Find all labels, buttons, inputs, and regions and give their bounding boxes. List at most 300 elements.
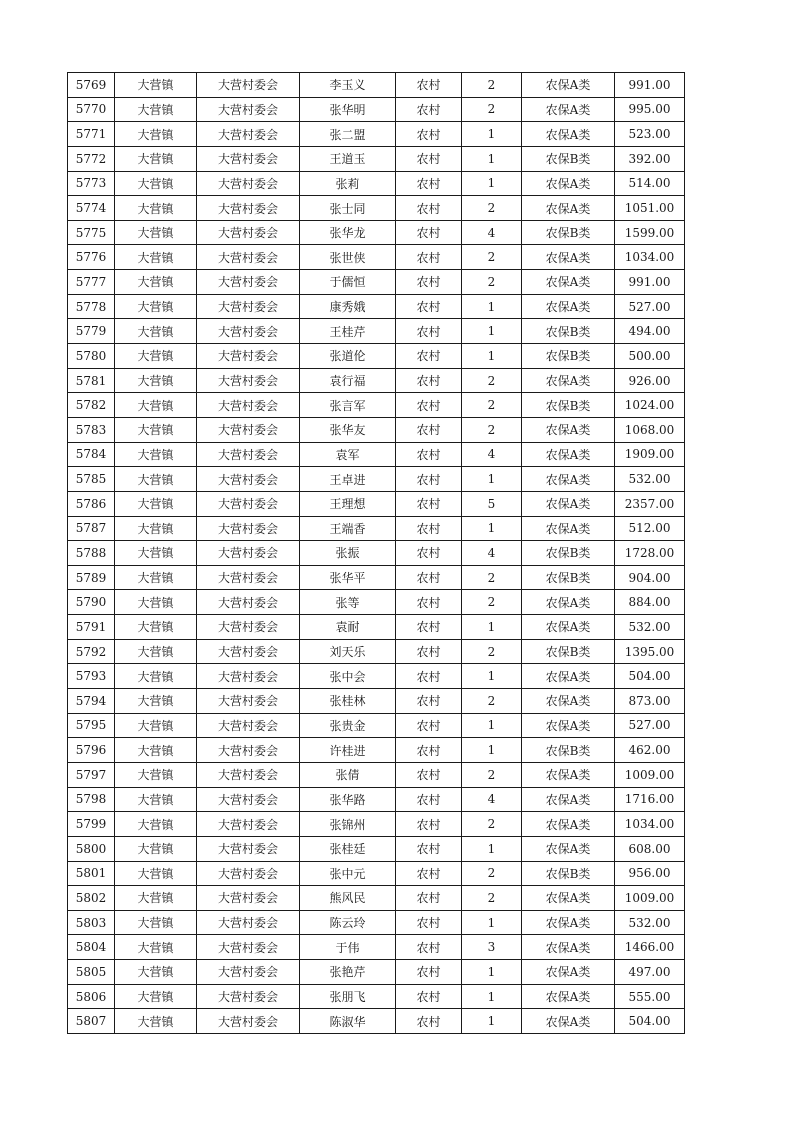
cell-village-committee: 大营村委会 [197, 861, 300, 886]
cell-town: 大营镇 [115, 886, 197, 911]
cell-household-size: 1 [462, 960, 522, 985]
cell-person-name: 王卓进 [300, 467, 396, 492]
cell-household-size: 1 [462, 910, 522, 935]
cell-record-number: 5795 [68, 713, 115, 738]
table-row [68, 615, 685, 640]
cell-insurance-category: 农保B类 [522, 861, 615, 886]
cell-village-committee: 大营村委会 [197, 1009, 300, 1034]
cell-insurance-category: 农保A类 [522, 984, 615, 1009]
table-row [68, 689, 685, 714]
cell-person-name: 张世侠 [300, 245, 396, 270]
cell-insurance-category: 农保A类 [522, 171, 615, 196]
cell-record-number: 5790 [68, 590, 115, 615]
cell-record-number: 5798 [68, 787, 115, 812]
cell-insurance-category: 农保A类 [522, 516, 615, 541]
cell-amount: 1909.00 [615, 442, 685, 467]
cell-record-number: 5799 [68, 812, 115, 837]
cell-household-size: 4 [462, 787, 522, 812]
cell-insurance-category: 农保B类 [522, 639, 615, 664]
cell-town: 大营镇 [115, 368, 197, 393]
cell-record-number: 5794 [68, 689, 115, 714]
cell-town: 大营镇 [115, 146, 197, 171]
cell-person-name: 王理想 [300, 491, 396, 516]
cell-household-size: 1 [462, 615, 522, 640]
cell-area-type: 农村 [396, 689, 462, 714]
cell-village-committee: 大营村委会 [197, 122, 300, 147]
cell-area-type: 农村 [396, 984, 462, 1009]
cell-amount: 1599.00 [615, 220, 685, 245]
cell-village-committee: 大营村委会 [197, 615, 300, 640]
cell-area-type: 农村 [396, 319, 462, 344]
cell-town: 大营镇 [115, 516, 197, 541]
cell-amount: 1395.00 [615, 639, 685, 664]
cell-town: 大营镇 [115, 935, 197, 960]
cell-town: 大营镇 [115, 984, 197, 1009]
table-row [68, 196, 685, 221]
cell-insurance-category: 农保A类 [522, 689, 615, 714]
cell-town: 大营镇 [115, 220, 197, 245]
cell-record-number: 5785 [68, 467, 115, 492]
cell-town: 大营镇 [115, 171, 197, 196]
cell-town: 大营镇 [115, 910, 197, 935]
cell-insurance-category: 农保A类 [522, 762, 615, 787]
cell-amount: 1466.00 [615, 935, 685, 960]
table-row [68, 294, 685, 319]
cell-town: 大营镇 [115, 664, 197, 689]
cell-area-type: 农村 [396, 713, 462, 738]
cell-area-type: 农村 [396, 738, 462, 763]
cell-amount: 1051.00 [615, 196, 685, 221]
cell-person-name: 张华友 [300, 417, 396, 442]
cell-insurance-category: 农保B类 [522, 541, 615, 566]
table-row [68, 541, 685, 566]
cell-town: 大营镇 [115, 417, 197, 442]
cell-town: 大营镇 [115, 738, 197, 763]
table-row [68, 664, 685, 689]
cell-household-size: 2 [462, 73, 522, 98]
cell-insurance-category: 农保B类 [522, 393, 615, 418]
cell-record-number: 5774 [68, 196, 115, 221]
cell-amount: 462.00 [615, 738, 685, 763]
cell-town: 大营镇 [115, 122, 197, 147]
cell-record-number: 5778 [68, 294, 115, 319]
cell-amount: 1009.00 [615, 762, 685, 787]
cell-person-name: 张中会 [300, 664, 396, 689]
cell-household-size: 3 [462, 935, 522, 960]
cell-area-type: 农村 [396, 368, 462, 393]
cell-amount: 1068.00 [615, 417, 685, 442]
cell-insurance-category: 农保A类 [522, 615, 615, 640]
cell-person-name: 张桂廷 [300, 836, 396, 861]
cell-insurance-category: 农保A类 [522, 960, 615, 985]
cell-town: 大营镇 [115, 762, 197, 787]
cell-town: 大营镇 [115, 861, 197, 886]
cell-village-committee: 大营村委会 [197, 984, 300, 1009]
cell-record-number: 5800 [68, 836, 115, 861]
cell-amount: 1716.00 [615, 787, 685, 812]
cell-village-committee: 大营村委会 [197, 393, 300, 418]
cell-record-number: 5797 [68, 762, 115, 787]
cell-area-type: 农村 [396, 541, 462, 566]
cell-town: 大营镇 [115, 541, 197, 566]
data-table [67, 72, 685, 1034]
cell-village-committee: 大营村委会 [197, 319, 300, 344]
cell-person-name: 袁耐 [300, 615, 396, 640]
cell-person-name: 张朋飞 [300, 984, 396, 1009]
cell-person-name: 张莉 [300, 171, 396, 196]
cell-household-size: 2 [462, 565, 522, 590]
cell-village-committee: 大营村委会 [197, 146, 300, 171]
cell-amount: 532.00 [615, 910, 685, 935]
table-row [68, 812, 685, 837]
cell-record-number: 5783 [68, 417, 115, 442]
cell-person-name: 张贵金 [300, 713, 396, 738]
cell-insurance-category: 农保B类 [522, 146, 615, 171]
cell-town: 大营镇 [115, 442, 197, 467]
cell-record-number: 5777 [68, 270, 115, 295]
cell-amount: 527.00 [615, 713, 685, 738]
cell-record-number: 5780 [68, 344, 115, 369]
table-row [68, 787, 685, 812]
table-row [68, 368, 685, 393]
cell-person-name: 张振 [300, 541, 396, 566]
cell-town: 大营镇 [115, 270, 197, 295]
cell-household-size: 4 [462, 541, 522, 566]
cell-household-size: 2 [462, 812, 522, 837]
cell-record-number: 5779 [68, 319, 115, 344]
cell-insurance-category: 农保A类 [522, 368, 615, 393]
cell-area-type: 农村 [396, 73, 462, 98]
cell-area-type: 农村 [396, 97, 462, 122]
cell-person-name: 张中元 [300, 861, 396, 886]
cell-village-committee: 大营村委会 [197, 491, 300, 516]
cell-town: 大营镇 [115, 245, 197, 270]
cell-record-number: 5772 [68, 146, 115, 171]
cell-record-number: 5796 [68, 738, 115, 763]
cell-amount: 991.00 [615, 270, 685, 295]
cell-record-number: 5801 [68, 861, 115, 886]
cell-village-committee: 大营村委会 [197, 171, 300, 196]
cell-amount: 1034.00 [615, 245, 685, 270]
cell-village-committee: 大营村委会 [197, 787, 300, 812]
cell-record-number: 5782 [68, 393, 115, 418]
cell-town: 大营镇 [115, 196, 197, 221]
cell-household-size: 2 [462, 762, 522, 787]
cell-record-number: 5784 [68, 442, 115, 467]
cell-record-number: 5775 [68, 220, 115, 245]
cell-person-name: 张士同 [300, 196, 396, 221]
table-row [68, 738, 685, 763]
cell-amount: 497.00 [615, 960, 685, 985]
table-row [68, 442, 685, 467]
cell-household-size: 1 [462, 1009, 522, 1034]
cell-town: 大营镇 [115, 319, 197, 344]
cell-town: 大营镇 [115, 393, 197, 418]
cell-amount: 523.00 [615, 122, 685, 147]
cell-area-type: 农村 [396, 220, 462, 245]
table-row [68, 171, 685, 196]
table-row [68, 344, 685, 369]
cell-amount: 926.00 [615, 368, 685, 393]
cell-insurance-category: 农保A类 [522, 294, 615, 319]
cell-town: 大营镇 [115, 73, 197, 98]
cell-town: 大营镇 [115, 615, 197, 640]
cell-record-number: 5807 [68, 1009, 115, 1034]
cell-person-name: 陈淑华 [300, 1009, 396, 1034]
table-row [68, 713, 685, 738]
cell-village-committee: 大营村委会 [197, 935, 300, 960]
cell-area-type: 农村 [396, 910, 462, 935]
cell-person-name: 张锦州 [300, 812, 396, 837]
cell-amount: 514.00 [615, 171, 685, 196]
table-row [68, 960, 685, 985]
cell-area-type: 农村 [396, 442, 462, 467]
cell-person-name: 熊风民 [300, 886, 396, 911]
cell-area-type: 农村 [396, 935, 462, 960]
table-row [68, 565, 685, 590]
cell-amount: 873.00 [615, 689, 685, 714]
cell-household-size: 5 [462, 491, 522, 516]
cell-person-name: 袁军 [300, 442, 396, 467]
cell-insurance-category: 农保A类 [522, 836, 615, 861]
cell-amount: 991.00 [615, 73, 685, 98]
table-row [68, 1009, 685, 1034]
cell-village-committee: 大营村委会 [197, 689, 300, 714]
table-row [68, 590, 685, 615]
cell-person-name: 张桂林 [300, 689, 396, 714]
cell-record-number: 5781 [68, 368, 115, 393]
cell-amount: 956.00 [615, 861, 685, 886]
cell-household-size: 1 [462, 984, 522, 1009]
cell-village-committee: 大营村委会 [197, 960, 300, 985]
table-row [68, 467, 685, 492]
table-row [68, 886, 685, 911]
cell-insurance-category: 农保B类 [522, 220, 615, 245]
cell-area-type: 农村 [396, 171, 462, 196]
cell-insurance-category: 农保A类 [522, 886, 615, 911]
table-row [68, 146, 685, 171]
cell-village-committee: 大营村委会 [197, 220, 300, 245]
cell-area-type: 农村 [396, 960, 462, 985]
cell-area-type: 农村 [396, 590, 462, 615]
cell-village-committee: 大营村委会 [197, 294, 300, 319]
cell-insurance-category: 农保B类 [522, 344, 615, 369]
table-row [68, 836, 685, 861]
cell-person-name: 张言军 [300, 393, 396, 418]
cell-amount: 904.00 [615, 565, 685, 590]
table-row [68, 910, 685, 935]
table-row [68, 935, 685, 960]
cell-amount: 1728.00 [615, 541, 685, 566]
cell-town: 大营镇 [115, 590, 197, 615]
cell-insurance-category: 农保A类 [522, 812, 615, 837]
cell-amount: 504.00 [615, 664, 685, 689]
cell-insurance-category: 农保A类 [522, 664, 615, 689]
cell-area-type: 农村 [396, 615, 462, 640]
table-row [68, 97, 685, 122]
cell-insurance-category: 农保A类 [522, 935, 615, 960]
cell-area-type: 农村 [396, 664, 462, 689]
cell-household-size: 2 [462, 417, 522, 442]
cell-area-type: 农村 [396, 565, 462, 590]
cell-amount: 494.00 [615, 319, 685, 344]
cell-record-number: 5787 [68, 516, 115, 541]
cell-household-size: 1 [462, 516, 522, 541]
cell-household-size: 2 [462, 270, 522, 295]
cell-area-type: 农村 [396, 639, 462, 664]
cell-household-size: 2 [462, 393, 522, 418]
cell-record-number: 5789 [68, 565, 115, 590]
cell-village-committee: 大营村委会 [197, 713, 300, 738]
table-row [68, 639, 685, 664]
cell-record-number: 5786 [68, 491, 115, 516]
cell-household-size: 1 [462, 738, 522, 763]
cell-insurance-category: 农保A类 [522, 590, 615, 615]
table-row [68, 270, 685, 295]
cell-village-committee: 大营村委会 [197, 639, 300, 664]
cell-village-committee: 大营村委会 [197, 467, 300, 492]
cell-town: 大营镇 [115, 787, 197, 812]
cell-household-size: 2 [462, 97, 522, 122]
cell-amount: 555.00 [615, 984, 685, 1009]
table-row [68, 984, 685, 1009]
cell-area-type: 农村 [396, 491, 462, 516]
cell-town: 大营镇 [115, 97, 197, 122]
cell-area-type: 农村 [396, 762, 462, 787]
cell-area-type: 农村 [396, 196, 462, 221]
cell-insurance-category: 农保A类 [522, 73, 615, 98]
table-row [68, 122, 685, 147]
cell-area-type: 农村 [396, 245, 462, 270]
cell-household-size: 1 [462, 344, 522, 369]
cell-town: 大营镇 [115, 960, 197, 985]
cell-insurance-category: 农保A类 [522, 442, 615, 467]
cell-household-size: 2 [462, 886, 522, 911]
cell-area-type: 农村 [396, 886, 462, 911]
cell-town: 大营镇 [115, 689, 197, 714]
cell-town: 大营镇 [115, 713, 197, 738]
cell-insurance-category: 农保B类 [522, 738, 615, 763]
cell-town: 大营镇 [115, 639, 197, 664]
cell-village-committee: 大营村委会 [197, 344, 300, 369]
table-row [68, 319, 685, 344]
cell-household-size: 2 [462, 368, 522, 393]
cell-person-name: 王端香 [300, 516, 396, 541]
cell-area-type: 农村 [396, 467, 462, 492]
cell-person-name: 刘天乐 [300, 639, 396, 664]
cell-record-number: 5804 [68, 935, 115, 960]
cell-village-committee: 大营村委会 [197, 590, 300, 615]
cell-person-name: 张倩 [300, 762, 396, 787]
cell-area-type: 农村 [396, 516, 462, 541]
table-row [68, 245, 685, 270]
cell-household-size: 4 [462, 220, 522, 245]
cell-person-name: 张艳芹 [300, 960, 396, 985]
cell-village-committee: 大营村委会 [197, 910, 300, 935]
cell-person-name: 张二盟 [300, 122, 396, 147]
cell-person-name: 王桂芹 [300, 319, 396, 344]
cell-amount: 884.00 [615, 590, 685, 615]
cell-household-size: 1 [462, 467, 522, 492]
cell-household-size: 2 [462, 689, 522, 714]
cell-insurance-category: 农保A类 [522, 97, 615, 122]
cell-record-number: 5769 [68, 73, 115, 98]
cell-area-type: 农村 [396, 393, 462, 418]
cell-town: 大营镇 [115, 565, 197, 590]
cell-household-size: 1 [462, 146, 522, 171]
cell-insurance-category: 农保B类 [522, 319, 615, 344]
cell-record-number: 5773 [68, 171, 115, 196]
cell-record-number: 5791 [68, 615, 115, 640]
cell-household-size: 2 [462, 861, 522, 886]
cell-household-size: 2 [462, 590, 522, 615]
cell-town: 大营镇 [115, 344, 197, 369]
cell-insurance-category: 农保B类 [522, 565, 615, 590]
cell-household-size: 2 [462, 245, 522, 270]
table-row [68, 516, 685, 541]
table-row [68, 73, 685, 98]
cell-area-type: 农村 [396, 146, 462, 171]
cell-insurance-category: 农保A类 [522, 467, 615, 492]
cell-household-size: 1 [462, 294, 522, 319]
cell-insurance-category: 农保A类 [522, 491, 615, 516]
cell-amount: 500.00 [615, 344, 685, 369]
cell-amount: 527.00 [615, 294, 685, 319]
cell-amount: 608.00 [615, 836, 685, 861]
cell-amount: 532.00 [615, 467, 685, 492]
cell-village-committee: 大营村委会 [197, 516, 300, 541]
table-row [68, 393, 685, 418]
cell-area-type: 农村 [396, 861, 462, 886]
cell-amount: 504.00 [615, 1009, 685, 1034]
cell-person-name: 王道玉 [300, 146, 396, 171]
cell-household-size: 1 [462, 171, 522, 196]
cell-household-size: 1 [462, 122, 522, 147]
cell-insurance-category: 农保A类 [522, 417, 615, 442]
cell-insurance-category: 农保A类 [522, 122, 615, 147]
cell-person-name: 许桂进 [300, 738, 396, 763]
cell-insurance-category: 农保A类 [522, 1009, 615, 1034]
cell-town: 大营镇 [115, 812, 197, 837]
cell-village-committee: 大营村委会 [197, 73, 300, 98]
cell-record-number: 5788 [68, 541, 115, 566]
cell-village-committee: 大营村委会 [197, 812, 300, 837]
cell-amount: 512.00 [615, 516, 685, 541]
cell-insurance-category: 农保A类 [522, 196, 615, 221]
cell-town: 大营镇 [115, 491, 197, 516]
cell-town: 大营镇 [115, 467, 197, 492]
cell-person-name: 张华龙 [300, 220, 396, 245]
cell-village-committee: 大营村委会 [197, 886, 300, 911]
cell-person-name: 康秀娥 [300, 294, 396, 319]
table-row [68, 417, 685, 442]
cell-area-type: 农村 [396, 836, 462, 861]
cell-household-size: 1 [462, 836, 522, 861]
cell-person-name: 张道伦 [300, 344, 396, 369]
cell-record-number: 5806 [68, 984, 115, 1009]
cell-person-name: 李玉义 [300, 73, 396, 98]
cell-town: 大营镇 [115, 294, 197, 319]
cell-household-size: 2 [462, 196, 522, 221]
cell-village-committee: 大营村委会 [197, 738, 300, 763]
cell-area-type: 农村 [396, 812, 462, 837]
cell-person-name: 于伟 [300, 935, 396, 960]
cell-insurance-category: 农保A类 [522, 713, 615, 738]
cell-person-name: 袁行福 [300, 368, 396, 393]
cell-amount: 1034.00 [615, 812, 685, 837]
table-body [68, 73, 685, 1034]
cell-household-size: 1 [462, 713, 522, 738]
